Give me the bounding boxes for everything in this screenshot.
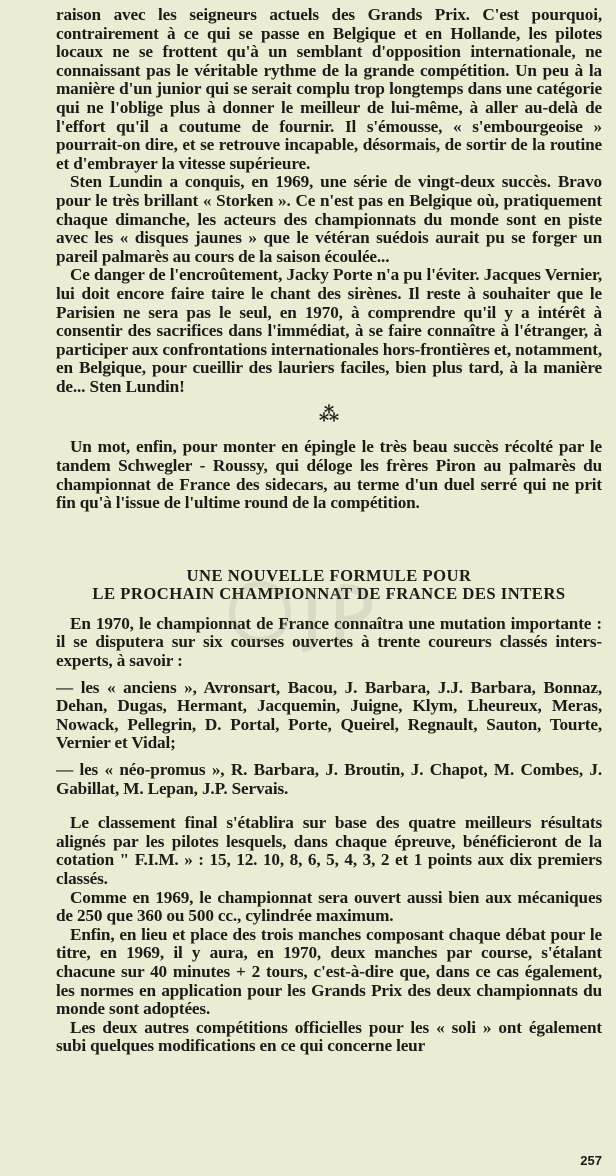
page-number: 257 [580,1153,602,1168]
list-item-neo-promus: — les « néo-promus », R. Barbara, J. Broutin, J. Chapot, M. Combes, J. Gabillat, M. Lepan, J.P. Servais. [56,760,602,798]
paragraph-5: En 1970, le championnat de France connaîtra une mutation importante : il se disputera sur six courses ouvertes à trente coureurs classés inters-experts, à savoir : [56,613,602,671]
paragraph-4: Un mot, enfin, pour monter en épingle le très beau succès récolté par le tandem Schwegler - Roussy, qui déloge les frères Piron au palmarès du championnat de France des sidecars, au terme d'un duel serré qui ne prit fin qu'à l'issue de l'ultime round de la compétition. [56,437,602,513]
paragraph-8: Enfin, en lieu et place des trois manches composant chaque débat pour le titre, en 1969, il y aura, en 1970, deux manches par course, s'étalant chacune sur 40 minutes + 2 tours, c'est-à-dire que, dans ce cas également, les normes en application pour les Grands Prix des deux championnats du monde sont adoptées. [56,924,602,1019]
section-gap [56,513,602,567]
paragraph-2: Sten Lundin a conquis, en 1969, une série de vingt-deux succès. Bravo pour le très brillant « Storken ». Ce n'est pas en Belgique où, pratiquement chaque dimanche, les acteurs des championnats du monde sont en piste avec les « disques jaunes » que le vétéran suédois aurait pu se forger un pareil palmarès au cours de la saison écoulée... [56,172,602,266]
paragraph-7: Comme en 1969, le championnat sera ouvert aussi bien aux mécaniques de 250 que 360 ou 500 cc., cylindrée maximum. [56,887,602,926]
paragraph-3: Ce danger de l'encroûtement, Jacky Porte n'a pu l'éviter. Jacques Vernier, lui doit encore faire taire le chant des sirènes. Il reste à souhaiter que le Parisien ne sera pas le seul, en 1970, à comprendre qu'il y a intérêt à consentir des sacrifices dans l'immédiat, à se faire connaître à l'étranger, à participer aux confrontations internationales hors-frontières et, notamment, en Belgique, pour cueillir des lauriers faciles, bien plus tard, à la manière de... Sten Lundin! [56,265,602,396]
section-heading [56,567,602,603]
paragraph-1: raison avec les seigneurs actuels des Grands Prix. C'est pourquoi, contrairement à ce qui se passe en Belgique et en Hollande, les pilotes locaux ne se frottent qu'à un semblant d'opposition internationale, ne connaissant pas le véritable rythme de la grande compétition. Un peu à la manière d'un junior qui se serait complu trop longtemps dans une catégorie qui ne l'oblige plus à donner le meilleur de lui-même, à aller au-delà de l'effort qu'il a coutume de fournir. Il s'émousse, « s'embourgeoise » pourrait-on dire, et se retrouve incapable, désormais, de sortir de la routine et d'embrayer la vitesse supérieure. [56,6,602,173]
paragraph-6: Le classement final s'établira sur base des quatre meilleurs résultats alignés par les pilotes lesquels, dans chaque épreuve, bénéficieront de la cotation " F.I.M. » : 15, 12. 10, 8, 6, 5, 4, 3, 2 et 1 points aux dix premiers classés. [56,813,602,888]
section-heading-line-2: LE PROCHAIN CHAMPIONNAT DE FRANCE DES INTERS [92,583,566,603]
section-separator: ⁂ [318,404,340,427]
paragraph-gap [56,798,602,814]
paragraph-9: Les deux autres compétitions officielles pour les « soli » ont également subi quelques modifications en ce qui concerne leur [56,1017,602,1056]
document-page [56,6,602,1170]
list-item-anciens: — les « anciens », Avronsart, Bacou, J. Barbara, J.J. Barbara, Bonnaz, Dehan, Dugas, Hermant, Jacquemin, Juigne, Klym, Lheureux, Meras, Nowack, Pellegrin, D. Portal, Porte, Queirel, Regnault, Sauton, Tourte, Vernier et Vidal; [56,677,602,753]
section-heading-line-1: UNE NOUVELLE FORMULE POUR [186,565,472,585]
